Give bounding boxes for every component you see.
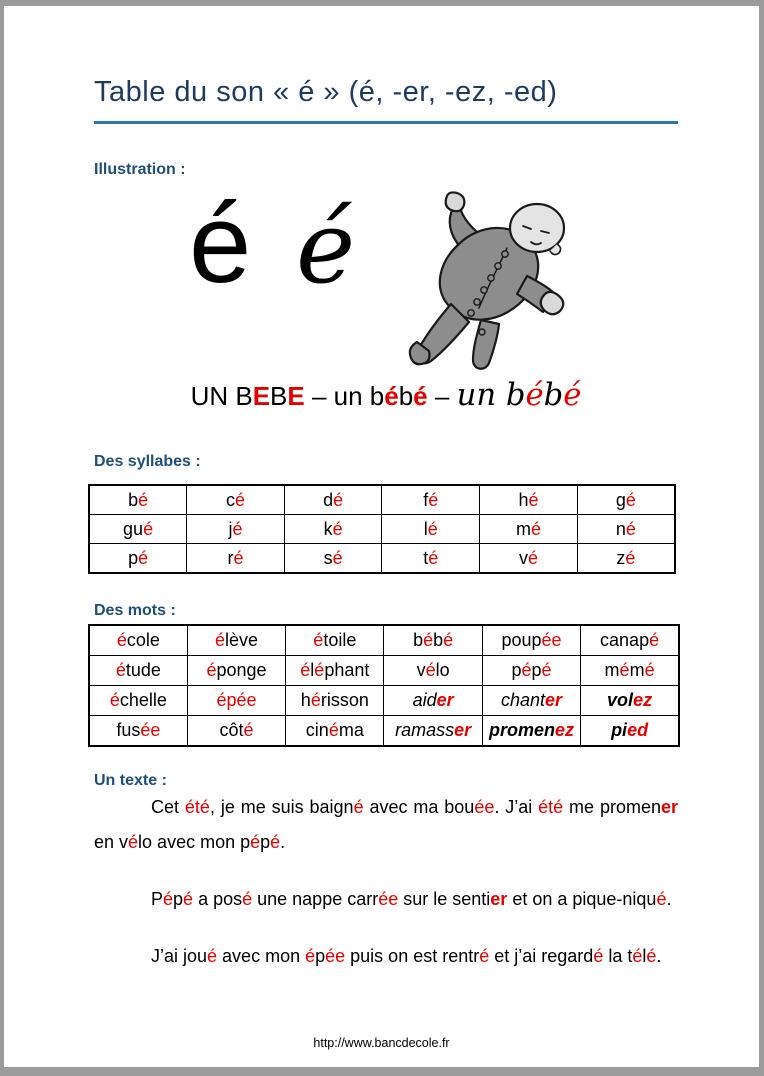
text-segment: puis on est rentr <box>345 946 480 966</box>
text-segment: v <box>518 547 528 568</box>
text-segment: c <box>225 489 235 510</box>
text-segment: é <box>270 832 281 852</box>
text-segment: é <box>479 946 490 966</box>
text-segment: l <box>310 660 315 680</box>
text-segment: p <box>315 946 326 966</box>
text-segment: épée <box>216 690 257 710</box>
text-segment: avec mon <box>217 946 306 966</box>
text-segment: – un b <box>304 381 385 411</box>
text-segment: p <box>173 889 184 909</box>
table-cell <box>482 656 580 686</box>
text-segment: é <box>138 489 149 510</box>
text-segment: en v <box>94 832 129 852</box>
text-segment: ramass <box>395 720 455 740</box>
words-label: Des mots : <box>94 602 176 619</box>
text-segment: l <box>423 518 428 539</box>
text-segment: er <box>490 889 508 909</box>
illustration-label: Illustration : <box>94 161 186 178</box>
text-segment: é <box>646 946 657 966</box>
text-segment: b <box>433 630 444 650</box>
table-cell <box>187 544 285 574</box>
document-page <box>4 6 759 1067</box>
table-cell <box>382 485 480 515</box>
text-segment: é <box>632 946 643 966</box>
text-segment: n <box>615 518 626 539</box>
text-segment: é <box>300 660 311 680</box>
text-segment: é <box>530 518 541 539</box>
text-segment: s <box>323 547 333 568</box>
table-cell <box>482 716 580 747</box>
text-segment: é <box>328 720 339 740</box>
text-segment: é <box>310 690 321 710</box>
text-segment: é <box>115 660 126 680</box>
text-segment: é <box>250 832 261 852</box>
text-segment: gu <box>123 518 144 539</box>
text-segment: é <box>527 547 538 568</box>
table-cell <box>384 625 482 656</box>
text-segment: m <box>629 660 645 680</box>
text-segment: toile <box>323 630 357 650</box>
table-cell <box>284 485 382 515</box>
text-segment: lo <box>435 660 450 680</box>
footer-url: http://www.bancdecole.fr <box>313 1036 450 1050</box>
table-cell <box>482 686 580 716</box>
text-segment: z <box>616 547 626 568</box>
table-cell <box>382 515 480 544</box>
text-segment: une nappe carr <box>252 889 379 909</box>
text-segment: h <box>518 489 529 510</box>
text-segment: é <box>233 547 244 568</box>
text-segment: côt <box>219 720 244 740</box>
text-segment: été <box>184 797 210 817</box>
text-segment: é <box>619 660 630 680</box>
text-segment: é <box>563 378 582 413</box>
text-segment: b <box>128 489 139 510</box>
text-segment: J’ai jou <box>151 946 208 966</box>
text-segment: et j’ai regard <box>489 946 594 966</box>
table-cell <box>384 656 482 686</box>
text-segment: é <box>138 547 149 568</box>
table-cell <box>581 686 679 716</box>
table-cell <box>581 625 679 656</box>
text-segment: cin <box>305 720 329 740</box>
text-segment: é <box>625 518 636 539</box>
syllables-table <box>88 484 676 574</box>
text-segment: et on a pique-niqu <box>507 889 657 909</box>
table-cell <box>187 716 285 747</box>
text-segment: é <box>234 489 245 510</box>
text-segment: é <box>109 690 120 710</box>
text-segment: ée <box>541 630 562 650</box>
text-paragraph <box>94 790 678 860</box>
text-segment: UN B <box>190 381 253 411</box>
text-segment: é <box>428 489 439 510</box>
title-block <box>94 76 678 124</box>
text-segment: d <box>323 489 334 510</box>
text-segment: é <box>143 518 154 539</box>
table-cell <box>89 485 187 515</box>
table-row <box>89 686 679 716</box>
text-segment: é <box>644 660 655 680</box>
table-cell <box>89 656 187 686</box>
text-segment: l <box>642 946 647 966</box>
text-segment: er <box>544 690 562 710</box>
text-paragraph <box>94 882 678 917</box>
text-segment: é <box>443 630 454 650</box>
text-segment: ed <box>627 720 649 740</box>
text-segment: P <box>151 889 164 909</box>
text-segment: é <box>305 946 316 966</box>
text-segment: é <box>214 630 225 650</box>
table-cell <box>284 515 382 544</box>
table-cell <box>480 515 578 544</box>
text-segment: vol <box>607 690 634 710</box>
table-row <box>89 716 679 747</box>
syllables-label: Des syllabes : <box>94 453 201 470</box>
text-segment: é <box>243 720 254 740</box>
text-segment: r <box>227 547 234 568</box>
text-segment: g <box>615 489 626 510</box>
text-segment: lève <box>224 630 259 650</box>
text-segment: E <box>287 381 305 411</box>
text-segment: sur le senti <box>398 889 491 909</box>
text-segment: un b <box>456 378 526 413</box>
text-segment: é <box>425 660 436 680</box>
words-table <box>88 624 680 747</box>
text-segment: é <box>163 889 174 909</box>
table-cell <box>89 515 187 544</box>
table-row <box>89 656 679 686</box>
text-segment: é <box>656 889 667 909</box>
text-segment: ez <box>554 720 574 740</box>
text-segment: k <box>323 518 333 539</box>
text-segment: é <box>313 630 324 650</box>
text-segment: pi <box>611 720 628 740</box>
text-segment: p <box>531 660 542 680</box>
text-segment: é <box>332 547 343 568</box>
text-segment: ée <box>325 946 346 966</box>
text-segment: é <box>128 832 139 852</box>
text-segment: j <box>228 518 233 539</box>
table-cell <box>384 716 482 747</box>
table-cell <box>480 485 578 515</box>
table-cell <box>187 625 285 656</box>
text-segment: é <box>333 489 344 510</box>
table-row <box>89 625 679 656</box>
table-cell <box>89 686 187 716</box>
text-segment: b <box>413 630 424 650</box>
text-segment: E <box>252 381 271 411</box>
text-segment: er <box>454 720 472 740</box>
text-segment: ée <box>474 797 495 817</box>
print-letter-e: é <box>189 181 252 306</box>
text-segment: é <box>625 489 636 510</box>
text-paragraph <box>94 939 678 974</box>
table-cell <box>382 544 480 574</box>
text-segment: chelle <box>119 690 167 710</box>
text-segment: f <box>423 489 429 510</box>
text-segment: er <box>436 690 454 710</box>
text-segment: é <box>528 489 539 510</box>
text-segment: me promen <box>563 797 661 817</box>
table-cell <box>286 686 384 716</box>
text-segment: é <box>384 381 399 411</box>
text-segment: é <box>423 630 434 650</box>
text-segment: é <box>116 630 127 650</box>
text-segment: cole <box>126 630 160 650</box>
text-segment: tude <box>125 660 161 680</box>
table-cell <box>577 515 675 544</box>
text-segment: fus <box>116 720 141 740</box>
text-segment: b <box>398 381 414 411</box>
illustration-caption <box>94 378 678 413</box>
text-segment: é <box>413 381 428 411</box>
text-segment: ponge <box>216 660 267 680</box>
text-segment: ma <box>338 720 364 740</box>
text-segment: é <box>232 518 243 539</box>
text-segment: é <box>427 518 438 539</box>
text-segment: é <box>332 518 343 539</box>
text-segment: poup <box>501 630 542 650</box>
text-segment: é <box>207 946 218 966</box>
page-title: Table du son « é » (é, -er, -ez, -ed) <box>94 76 558 108</box>
text-segment: . <box>656 946 662 966</box>
table-cell <box>187 656 285 686</box>
text-segment: é <box>183 889 194 909</box>
text-label: Un texte : <box>94 772 167 789</box>
text-segment: b <box>543 378 564 413</box>
table-cell <box>581 716 679 747</box>
text-segment: v <box>416 660 426 680</box>
table-cell <box>187 515 285 544</box>
text-segment: é <box>541 660 552 680</box>
text-segment: – <box>427 381 457 411</box>
text-segment: é <box>428 547 439 568</box>
table-row <box>89 515 675 544</box>
text-segment: p <box>128 547 139 568</box>
text-segment: Cet <box>151 797 185 817</box>
text-segment: B <box>270 381 288 411</box>
text-segment: t <box>423 547 429 568</box>
text-segment: é <box>625 547 636 568</box>
text-segment: m <box>604 660 620 680</box>
text-segment: canap <box>600 630 650 650</box>
table-cell <box>577 544 675 574</box>
table-cell <box>286 716 384 747</box>
text-segment: aid <box>412 690 437 710</box>
text-segment: phant <box>324 660 370 680</box>
table-cell <box>581 656 679 686</box>
text-segment: . <box>666 889 672 909</box>
text-segment: é <box>314 660 325 680</box>
text-segment: é <box>206 660 217 680</box>
cursive-letter-e: é <box>296 189 356 306</box>
text-segment: . <box>280 832 286 852</box>
text-segment: h <box>300 690 311 710</box>
table-cell <box>89 544 187 574</box>
text-segment: ez <box>633 690 653 710</box>
text-segment: é <box>242 889 253 909</box>
table-cell <box>187 485 285 515</box>
text-segment: p <box>260 832 271 852</box>
text-segment: é <box>593 946 604 966</box>
table-cell <box>482 625 580 656</box>
table-cell <box>480 544 578 574</box>
text-segment: risson <box>320 690 369 710</box>
baby-illustration-icon <box>387 182 587 382</box>
table-cell <box>384 686 482 716</box>
table-row <box>89 544 675 574</box>
text-block <box>94 790 678 996</box>
text-segment: promen <box>488 720 555 740</box>
text-segment: é <box>521 660 532 680</box>
text-segment: avec ma bou <box>363 797 475 817</box>
text-segment: chant <box>500 690 545 710</box>
table-cell <box>89 716 187 747</box>
text-segment: lo avec mon p <box>138 832 251 852</box>
text-segment: la t <box>603 946 633 966</box>
text-segment: , je me suis baign <box>209 797 354 817</box>
table-cell <box>89 625 187 656</box>
text-segment: er <box>661 797 679 817</box>
table-cell <box>286 625 384 656</box>
text-segment: é <box>353 797 364 817</box>
text-segment: ée <box>140 720 161 740</box>
text-segment: . J’ai <box>494 797 539 817</box>
text-segment: é <box>525 378 544 413</box>
text-segment: p <box>511 660 522 680</box>
table-cell <box>577 485 675 515</box>
text-segment: é <box>649 630 660 650</box>
text-segment: été <box>538 797 564 817</box>
table-row <box>89 485 675 515</box>
table-cell <box>284 544 382 574</box>
table-cell <box>286 656 384 686</box>
text-segment: m <box>515 518 531 539</box>
text-segment: ée <box>378 889 399 909</box>
text-segment: a pos <box>193 889 243 909</box>
table-cell <box>187 686 285 716</box>
